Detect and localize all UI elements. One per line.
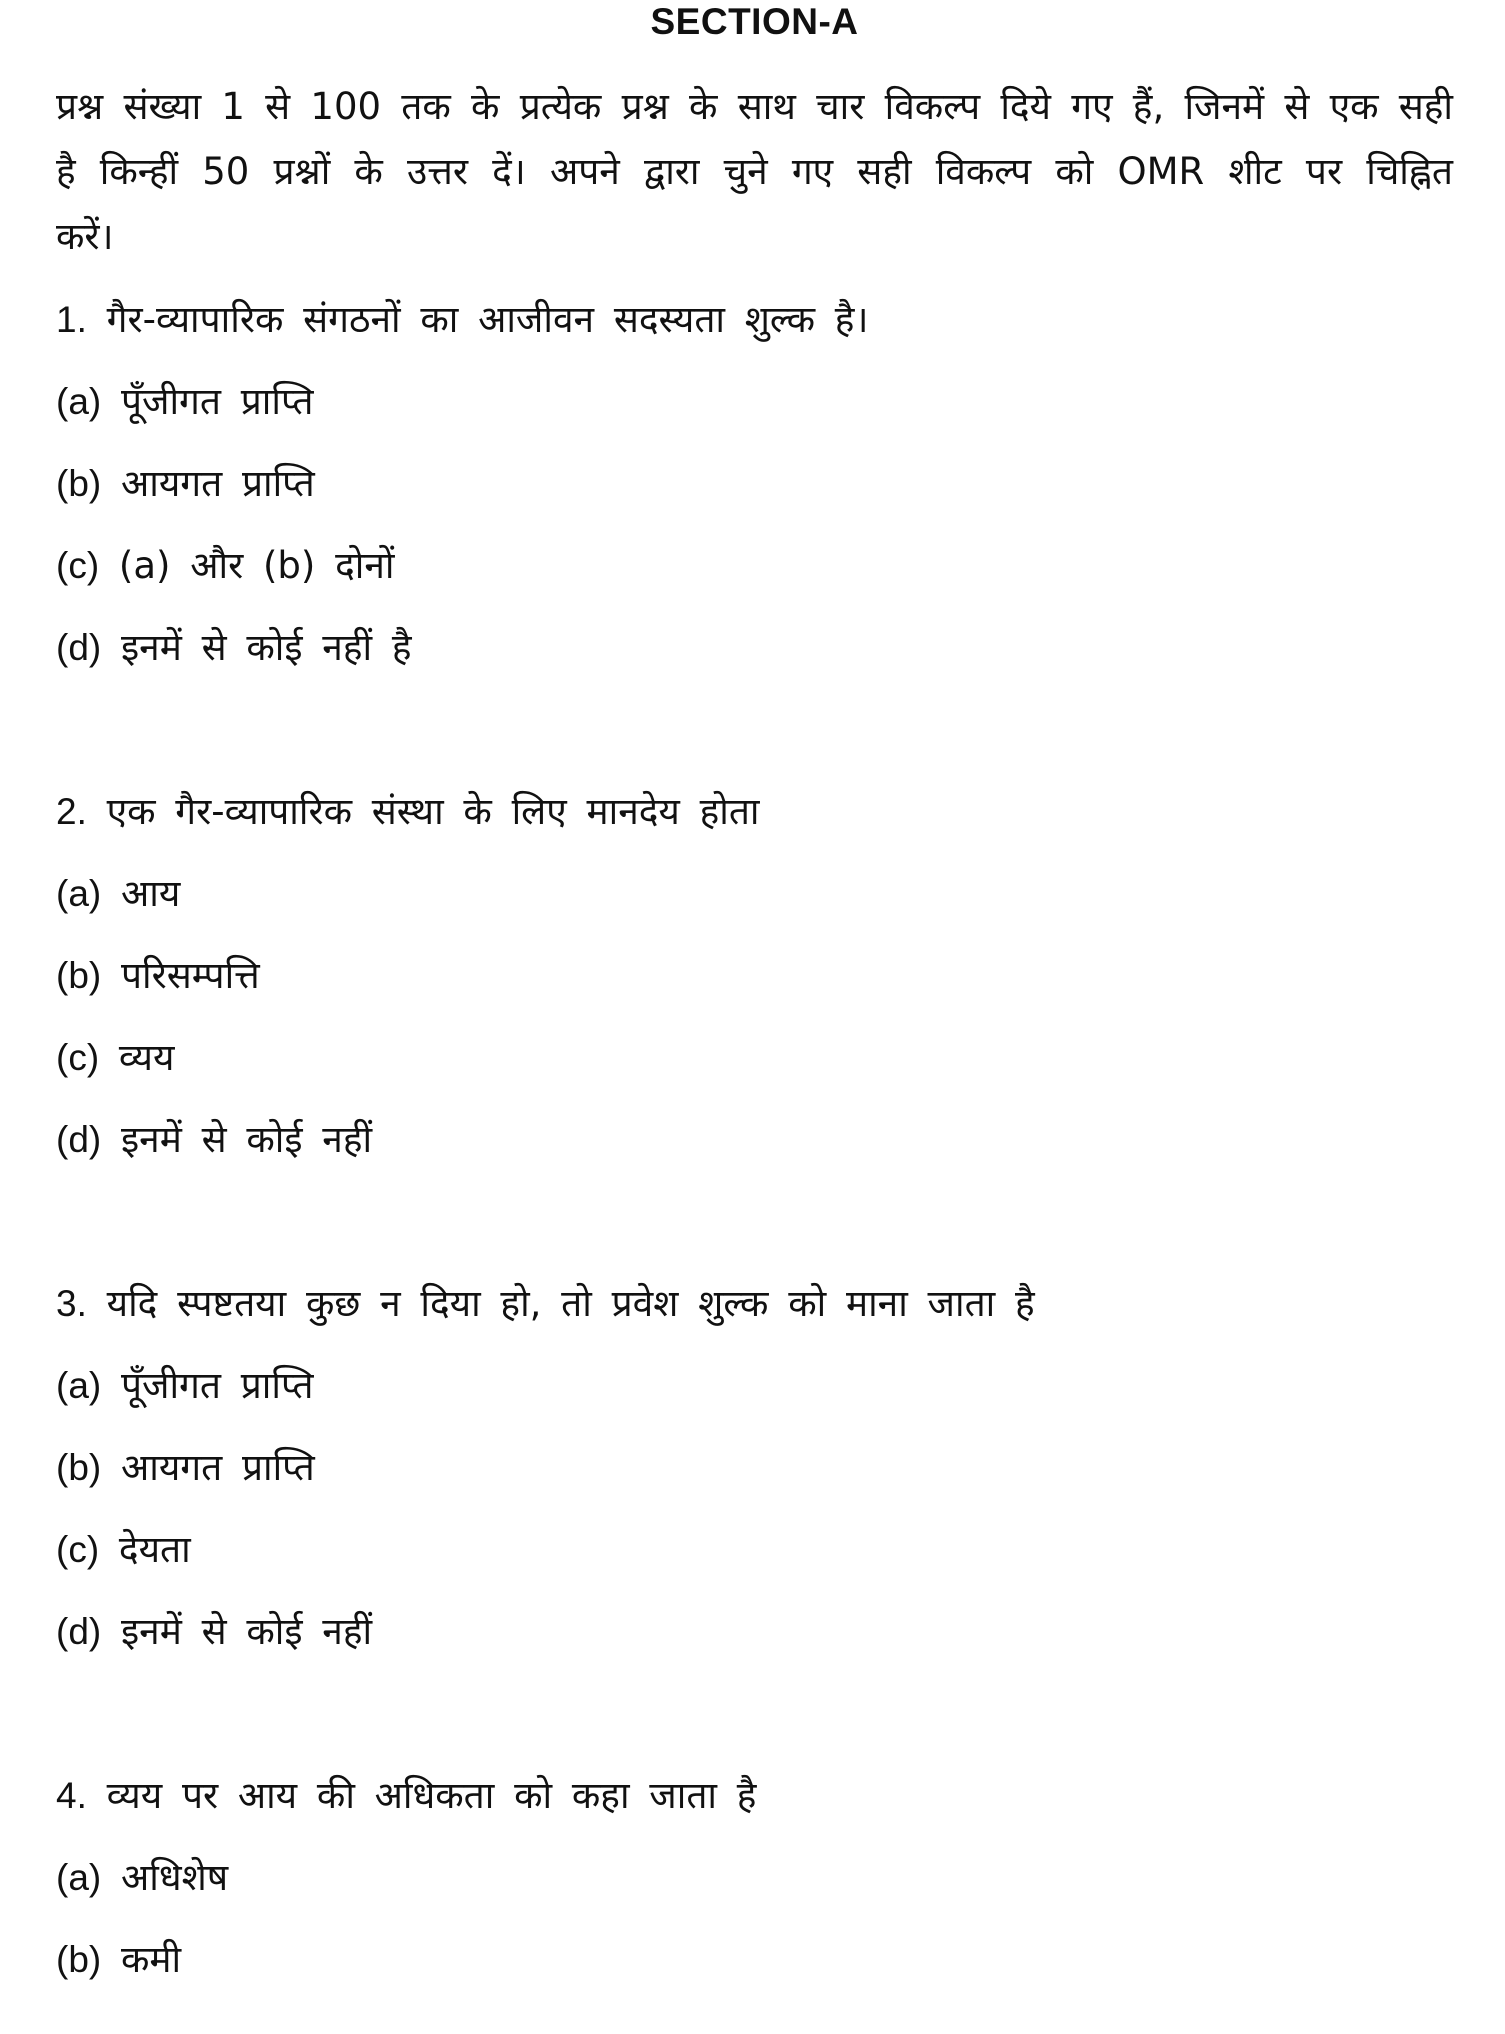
question-3: [56, 1263, 1453, 1673]
option-text: इनमें से कोई नहीं: [121, 1610, 373, 1653]
option-label: (b): [56, 955, 102, 996]
option-label: (d): [56, 1611, 102, 1652]
question-text: [56, 771, 1453, 853]
option-b[interactable]: [56, 1427, 1453, 1509]
question-number: 3.: [56, 1283, 87, 1324]
option-label: (b): [56, 1939, 102, 1980]
question-gap: [56, 1673, 1453, 1755]
option-text: इनमें से कोई नहीं है: [121, 626, 412, 669]
option-c[interactable]: [56, 1509, 1453, 1591]
option-text: कमी: [121, 1938, 182, 1981]
option-d[interactable]: [56, 607, 1453, 689]
option-b[interactable]: [56, 1919, 1453, 2001]
question-1: [56, 279, 1453, 689]
option-label: (b): [56, 1447, 102, 1488]
option-b[interactable]: [56, 935, 1453, 1017]
question-gap: [56, 1181, 1453, 1263]
question-body: एक गैर-व्यापारिक संस्था के लिए मानदेय होता: [106, 790, 760, 833]
option-label: (a): [56, 1857, 102, 1898]
option-a[interactable]: [56, 1345, 1453, 1427]
question-gap: [56, 689, 1453, 771]
option-label: (c): [56, 1037, 100, 1078]
option-text: अधिशेष: [121, 1856, 229, 1899]
question-text: [56, 279, 1453, 361]
option-label: (d): [56, 627, 102, 668]
option-text: आय: [121, 872, 181, 915]
option-text: (a) और (b) दोनों: [118, 544, 395, 587]
question-text: [56, 1263, 1453, 1345]
question-number: 4.: [56, 1775, 87, 1816]
question-2: [56, 771, 1453, 1181]
option-label: (d): [56, 1119, 102, 1160]
question-body: व्यय पर आय की अधिकता को कहा जाता है: [106, 1774, 757, 1817]
option-d[interactable]: [56, 1099, 1453, 1181]
question-text: [56, 1755, 1453, 1837]
option-text: आयगत प्राप्ति: [121, 1446, 315, 1489]
option-a[interactable]: [56, 361, 1453, 443]
option-a[interactable]: [56, 853, 1453, 935]
option-label: (a): [56, 381, 102, 422]
question-body: गैर-व्यापारिक संगठनों का आजीवन सदस्यता शुल्क है।: [106, 298, 869, 341]
instructions: प्रश्न संख्या 1 से 100 तक के प्रत्येक प्रश्न के साथ चार विकल्प दिये गए हैं, जिनमें से एक सही है किन्हीं 50 प्रश्नों के उत्तर दें। अपने द्वारा चुने गए सही विकल्प को OMR शीट पर चिह्नित करें।: [56, 85, 1453, 258]
option-a[interactable]: [56, 1837, 1453, 1919]
option-label: (c): [56, 545, 100, 586]
question-number: 2.: [56, 791, 87, 832]
question-body: यदि स्पष्टतया कुछ न दिया हो, तो प्रवेश शुल्क को माना जाता है: [106, 1282, 1035, 1325]
option-text: पूँजीगत प्राप्ति: [121, 380, 314, 423]
spacer: [56, 269, 1453, 279]
question-number: 1.: [56, 299, 87, 340]
option-label: (a): [56, 873, 102, 914]
option-text: परिसम्पत्ति: [121, 954, 260, 997]
option-text: व्यय: [118, 1036, 175, 1079]
option-text: आयगत प्राप्ति: [121, 462, 315, 505]
question-4: [56, 1755, 1453, 2001]
option-d[interactable]: [56, 1591, 1453, 1673]
option-c[interactable]: [56, 525, 1453, 607]
option-text: पूँजीगत प्राप्ति: [121, 1364, 314, 1407]
option-text: देयता: [118, 1528, 191, 1571]
option-label: (b): [56, 463, 102, 504]
section-title: SECTION-A: [650, 1, 859, 42]
option-text: इनमें से कोई नहीं: [121, 1118, 373, 1161]
option-c[interactable]: [56, 1017, 1453, 1099]
option-label: (c): [56, 1529, 100, 1570]
option-b[interactable]: [56, 443, 1453, 525]
option-label: (a): [56, 1365, 102, 1406]
